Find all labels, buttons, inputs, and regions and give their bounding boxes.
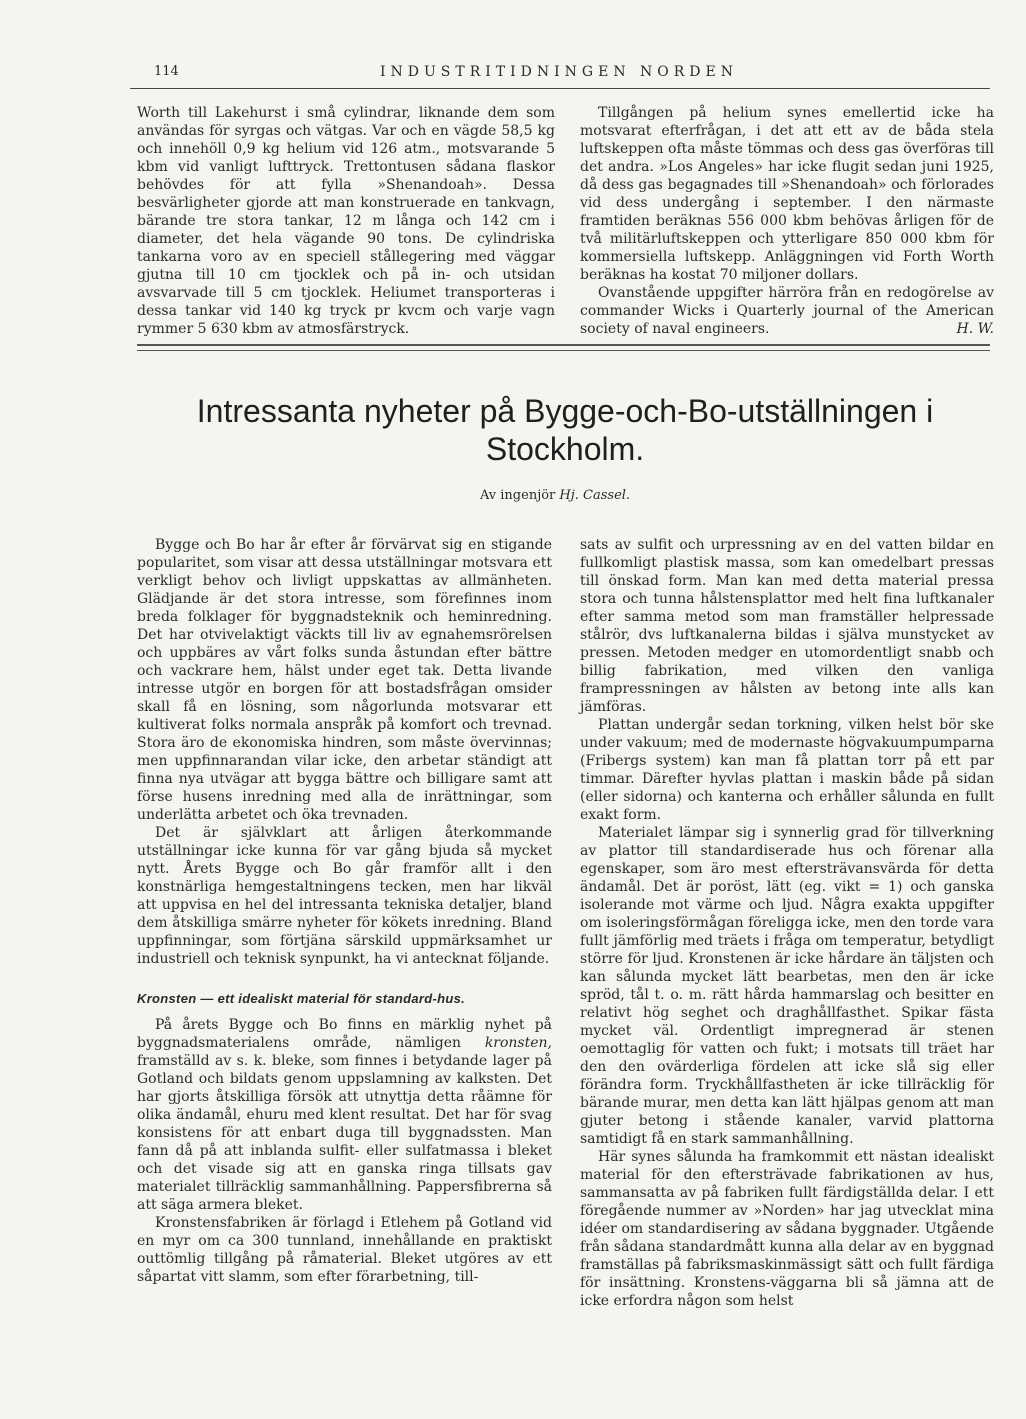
top-right-paragraph-2 bbox=[580, 284, 994, 338]
top-right-paragraph-1: Tillgången på helium synes emellertid icke ha motsvarat efterfrågan, i det att ett av de båda stela luftskeppen ofta måste tömmas och dess gas överföras till det andra. »Los Angeles» har icke flugit sedan juni 1925, då dess gas begagnades till »Shenandoah» och förlorades vid dess undergång i september. I den närmaste framtiden beräknas 556 000 kbm behövas årligen för de två militärluftskeppen och ytterligare 850 000 kbm för kommersiella luftskepp. Anläggningen vid Forth Worth beräknas ha kostat 70 miljoner dollars. bbox=[580, 105, 994, 283]
byline-prefix: Av ingenjör bbox=[479, 488, 556, 503]
main-right-paragraph-4: Här synes sålunda ha framkommit ett nästan idealiskt material för den eftersträvade fabrikationen av hus, sammansatta av på fabriken fullt färdigställda delar. I ett föregående nummer av »Norden» har jag utvecklat mina idéer om standardisering av sådana byggnader. Utgående från sådana standardmått kunna alla delar av en byggnad framställas på fabriksmaskinmässigt sätt och fullt färdiga för insättning. Kronstens-väggarna bli så jämna att de icke erfordra någon som helst bbox=[580, 1149, 994, 1309]
paragraph-3-a: På årets Bygge och Bo finns en märklig nyhet på byggnadsmaterialens område, nämligen bbox=[137, 1017, 552, 1051]
article-title: Intressanta nyheter på Bygge-och-Bo-utställningen i Stockholm. bbox=[196, 393, 934, 467]
main-left-paragraph-1: Bygge och Bo har år efter år förvärvat sig en stigande popularitet, som visar att dessa utställningar motsvara ett verkligt behov och livligt uppskattas av allmänheten. Glädjande är det stora intresse, som förefinnes inom breda folklager för byggnadsteknik och heminredning. Det har otvivelaktigt väckts till liv av egnahemsrörelsen och uppbäres av vårt folks sunda åstundan efter bättre och vackrare hem, hälst under eget tak. Detta livande intresse utgör en borgen för att bostadsfrågan omsider skall få en lösning, som någorlunda motsvarar ett kultiverat folks normala anspråk på komfort och trevnad. Stora äro de ekonomiska hindren, som måste övervinnas; men uppfinnarandan vilar icke, den arbetar ständigt att finna nya utvägar att bygga bättre och billigare samt att förse husens inredning med alla de inrättningar, som underlätta arbetet och öka trevnaden. bbox=[137, 537, 552, 823]
top-right-column bbox=[580, 104, 994, 338]
kronsten-term: kronsten, bbox=[484, 1035, 552, 1051]
page-header bbox=[130, 64, 990, 86]
byline-author: Hj. Cassel. bbox=[559, 488, 631, 503]
top-left-paragraph: Worth till Lakehurst i små cylindrar, liknande dem som användas för syrgas och vätgas. Var och en vägde 58,5 kg och innehöll 0,9 kg helium vid 126 atm., motsvarande 5 kbm vid vanligt lufttryck. Trettontusen sådana flaskor behövdes för att fylla »Shenandoah». Dessa besvärligheter gjorde att man konstruerade en tankvagn, bärande tre stora tankar, 12 m långa och 142 cm i diameter, det hela vägande 90 tons. De cylindriska tankarna voro av en speciell stållegering med väggar gjutna till 10 cm tjocklek och på in- och utsidan avsvarvade till 5 cm tjocklek. Heliumet transporteras i dessa tankar vid 140 kg tryck pr kvcm och varje vagn rymmer 5 630 kbm av atmosfärstryck. bbox=[137, 105, 555, 337]
main-left-paragraph-3 bbox=[137, 1016, 552, 1214]
main-right-paragraph-1: sats av sulfit och urpressning av en del vatten bildar en fullkomligt plastisk massa, som kan omedelbart pressas till önskad form. Man kan med detta material pressa stora och tunna hålstensplattor med helt fina luftkanaler efter samma metod som man framställer helpressade stålrör, dvs luftkanalerna bildas i själva munstycket av pressen. Metoden medger en utomordentligt snabb och billig fabrikation, med vilken den vanliga frampressningen av hålsten av betong inte alls kan jämföras. bbox=[580, 537, 994, 715]
header-rule bbox=[130, 88, 990, 89]
journal-title: INDUSTRITIDNINGEN NORDEN bbox=[380, 64, 738, 80]
byline bbox=[380, 488, 730, 503]
paragraph-3-b: framställd av s. k. bleke, som finnes i betydande lager på Gotland och bildats genom uppslamning av kalksten. Det har gjorts åtskilliga försök att utnyttja detta råämne för olika ändamål, ehuru med klent resultat. Det har för svag konsistens för att enbart duga till byggnadssten. Man fann då på att inblanda sulfit- eller sulfatmassa i bleket och det visade sig att en ganska ringa tillsats gav materialet tillräcklig sammanhållning. Pappersfibrerna så att säga armera bleket. bbox=[137, 1053, 552, 1213]
main-left-paragraph-2: Det är självklart att årligen återkommande utställningar icke kunna för var gång bjuda så mycket nytt. Årets Bygge och Bo går framför allt i den konstnärliga hemgestaltningens tecken, men har likväl att uppvisa en hel del intressanta tekniska detaljer, bland dem åtskilliga smärre nyheter för kökets inredning. Bland uppfinningar, som förtjäna särskild uppmärksamhet ur industriell och teknisk synpunkt, ha vi antecknat följande. bbox=[137, 825, 552, 967]
subheading: Kronsten — ett idealiskt material för standard-hus. bbox=[137, 991, 466, 1006]
page-number: 114 bbox=[154, 64, 179, 79]
top-left-column bbox=[137, 104, 555, 338]
main-right-column bbox=[580, 536, 994, 1310]
main-right-paragraph-3: Materialet lämpar sig i synnerlig grad för tillverkning av plattor till standardiserade hus och förenar alla egenskaper, som äro mest eftersträvansvärda för detta ändamål. Det är poröst, lätt (eg. vikt = 1) och ganska isolerande mot värme och ljud. Några exakta uppgifter om isoleringsförmågan föreligga icke, men den torde vara fullt jämförlig med träets i fråga om temperatur, betydligt större för ljud. Kronstenen är icke hårdare än täljsten och kan sålunda mycket lätt bearbetas, men den är icke spröd, tål t. o. m. rätt hårda hammarslag och besitter en relativt hög seghet och draghållfasthet. Spikar fästa mycket väl. Ordentligt impregnerad är stenen oemottaglig för vatten och fukt; i motsats till träet har den den ovärderliga fördelen att icke slå sig eller förändra form. Tryckhållfastheten är icke tillräcklig för bärande murar, men detta kan lätt hjälpas genom att man gjuter betong i stående kanaler, varvid plattorna samtidigt få en stark sammanhållning. bbox=[580, 825, 994, 1147]
main-left-paragraph-4: Kronstensfabriken är förlagd i Etlehem på Gotland vid en myr om ca 300 tunnland, innehållande en praktiskt outtömlig tillgång på råmaterial. Bleket utgöres av ett såpartat vitt slamm, som efter förarbetning, till- bbox=[137, 1215, 552, 1285]
main-right-paragraph-2: Plattan undergår sedan torkning, vilken helst bör ske under vakuum; med de modernaste högvakuumpumparna (Fribergs system) kan man få plattan torr på ett par timmar. Därefter hyvlas plattan i maskin både på sidan (eller sidorna) och kanterna och erhåller sålunda en fullt exakt form. bbox=[580, 717, 994, 823]
signature: H. W. bbox=[956, 321, 994, 337]
source-text: Ovanstående uppgifter härröra från en redogörelse av commander Wicks i Quarterly journal of the American society of naval engineers. bbox=[580, 285, 994, 337]
section-divider bbox=[137, 344, 990, 351]
main-left-column bbox=[137, 536, 552, 1286]
